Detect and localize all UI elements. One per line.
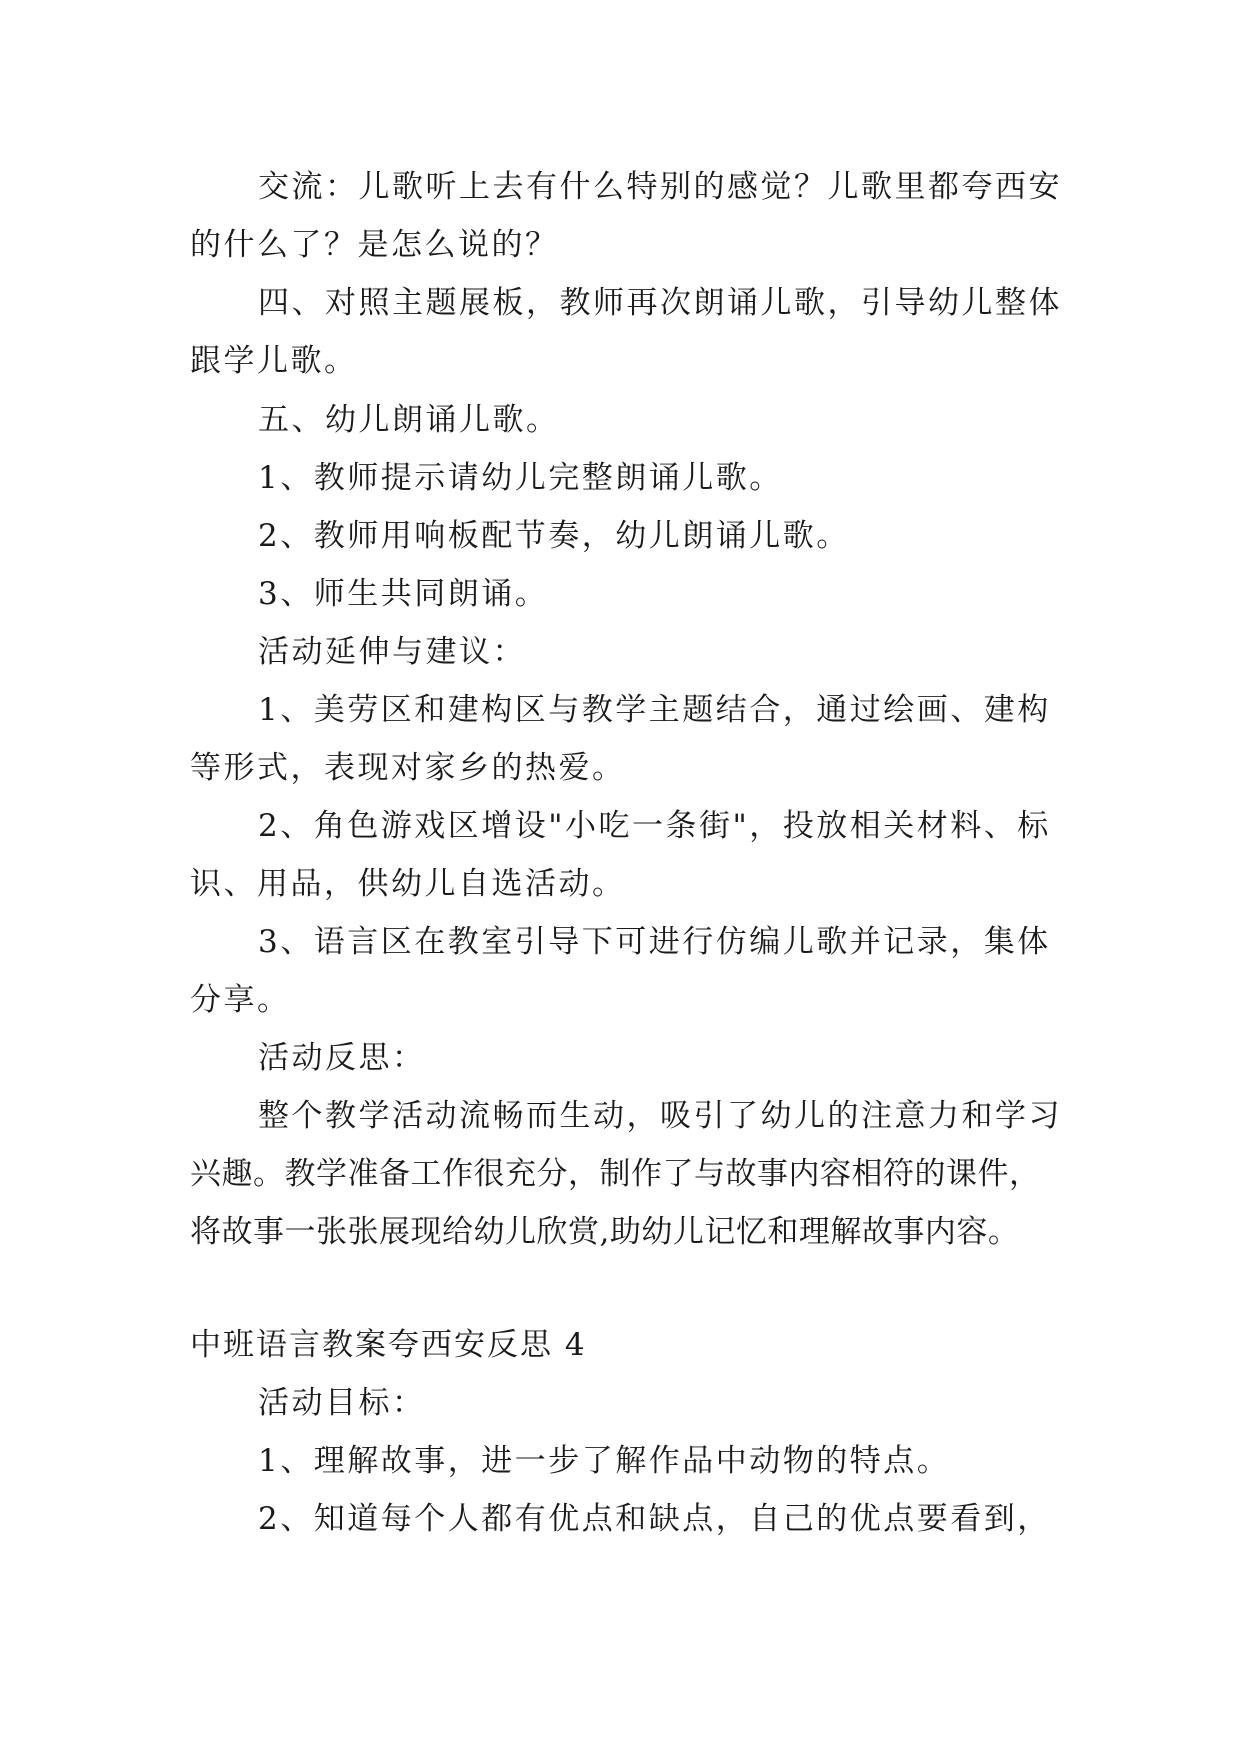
paragraph-line: 3、师生共同朗诵。 — [258, 576, 549, 612]
paragraph-line: 五、幼儿朗诵儿歌。 — [258, 402, 560, 438]
paragraph-line: 2、教师用响板配节奏，幼儿朗诵儿歌。 — [258, 518, 850, 554]
paragraph-line: 跟学儿歌。 — [190, 343, 358, 379]
paragraph-line: 的什么了？是怎么说的？ — [190, 227, 559, 263]
paragraph-line: 整个教学活动流畅而生动，吸引了幼儿的注意力和学习 — [258, 1098, 1062, 1134]
paragraph-line: 分享。 — [190, 982, 291, 1018]
paragraph-line: 2、角色游戏区增设"小吃一条街"，投放相关材料、标 — [258, 808, 1051, 844]
section-title: 中班语言教案夸西安反思 4 — [190, 1327, 587, 1363]
paragraph-line: 活动反思： — [258, 1040, 426, 1076]
paragraph-line: 1、美劳区和建构区与教学主题结合，通过绘画、建构 — [258, 692, 1051, 728]
paragraph-line: 交流：儿歌听上去有什么特别的感觉？儿歌里都夸西安 — [258, 169, 1062, 205]
paragraph-line: 1、理解故事，进一步了解作品中动物的特点。 — [258, 1443, 951, 1479]
paragraph-line: 四、对照主题展板，教师再次朗诵儿歌，引导幼儿整体 — [258, 285, 1062, 321]
paragraph-line: 活动延伸与建议： — [258, 634, 526, 670]
paragraph-line: 1、教师提示请幼儿完整朗诵儿歌。 — [258, 460, 783, 496]
paragraph-line: 将故事一张张展现给幼儿欣赏,助幼儿记忆和理解故事内容。 — [190, 1214, 1020, 1250]
paragraph-line: 兴趣。教学准备工作很充分，制作了与故事内容相符的课件， — [190, 1156, 1041, 1192]
paragraph-line: 活动目标： — [258, 1385, 426, 1421]
paragraph-line: 识、用品，供幼儿自选活动。 — [190, 866, 626, 902]
paragraph-line: 3、语言区在教室引导下可进行仿编儿歌并记录，集体 — [258, 924, 1051, 960]
paragraph-line: 等形式，表现对家乡的热爱。 — [190, 750, 626, 786]
paragraph-line: 2、知道每个人都有优点和缺点，自己的优点要看到， — [258, 1501, 1051, 1537]
